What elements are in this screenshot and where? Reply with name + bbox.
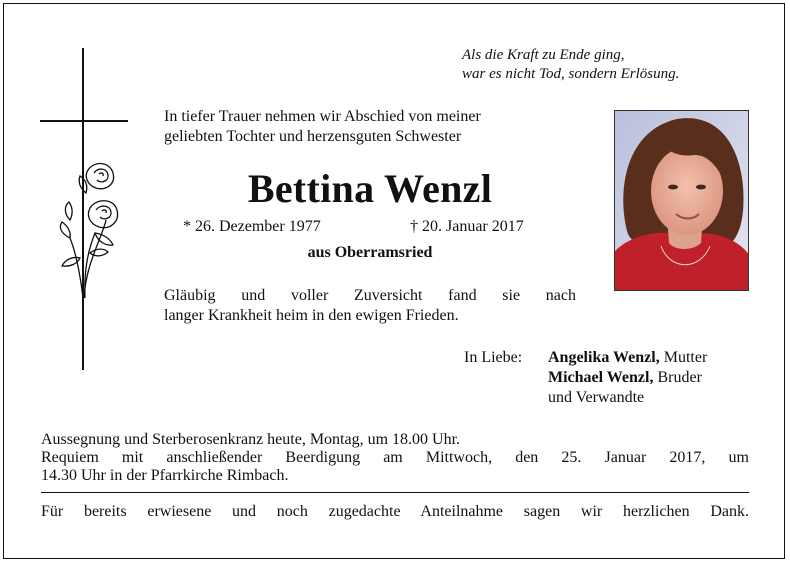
- mourners-label: In Liebe:: [464, 349, 523, 366]
- mourner-relation: Bruder: [657, 369, 702, 386]
- mourner-entry: [548, 368, 707, 388]
- divider: [41, 492, 749, 493]
- ceremony-line-2: Requiem mit anschließender Beerdigung am Mittwoch, den 25. Januar 2017, um: [41, 449, 749, 466]
- death-date: † 20. Januar 2017: [410, 218, 524, 235]
- birth-date: * 26. Dezember 1977: [183, 218, 321, 235]
- motto-line-2: war es nicht Tod, sondern Erlösung.: [462, 66, 680, 82]
- cross-with-rose-icon: [40, 48, 130, 373]
- ceremony-info: [41, 431, 749, 485]
- mourners-others: und Verwandte: [548, 389, 645, 406]
- mourner-name: Angelika Wenzl,: [548, 349, 660, 366]
- mourners-list: [548, 348, 707, 408]
- ceremony-line-1: Aussegnung und Sterberosenkranz heute, Montag, um 18.00 Uhr.: [41, 431, 461, 448]
- intro-line-1: In tiefer Trauer nehmen wir Abschied von meiner: [164, 108, 481, 125]
- portrait-image: [615, 111, 749, 291]
- motto-line-1: Als die Kraft zu Ende ging,: [462, 47, 625, 63]
- portrait-photo: [614, 110, 749, 291]
- origin: aus Oberramsried: [307, 244, 433, 261]
- faith-line-1: Gläubig und voller Zuversicht fand sie nach: [164, 287, 576, 304]
- mourner-entry: [548, 348, 707, 368]
- intro-text: [164, 107, 481, 147]
- ceremony-line-3: 14.30 Uhr in der Pfarrkirche Rimbach.: [41, 467, 289, 484]
- faith-line-2: langer Krankheit heim in den ewigen Frieden.: [164, 307, 459, 324]
- faith-text: [164, 286, 576, 326]
- motto: [462, 46, 679, 84]
- deceased-name: Bettina Wenzl: [247, 166, 493, 211]
- mourner-name: Michael Wenzl,: [548, 369, 654, 386]
- thanks-text: Für bereits erwiesene und noch zugedachte Anteilnahme sagen wir herzlichen Dank.: [41, 503, 749, 520]
- intro-line-2: geliebten Tochter und herzensguten Schwester: [164, 128, 462, 145]
- mourner-relation: Mutter: [663, 349, 708, 366]
